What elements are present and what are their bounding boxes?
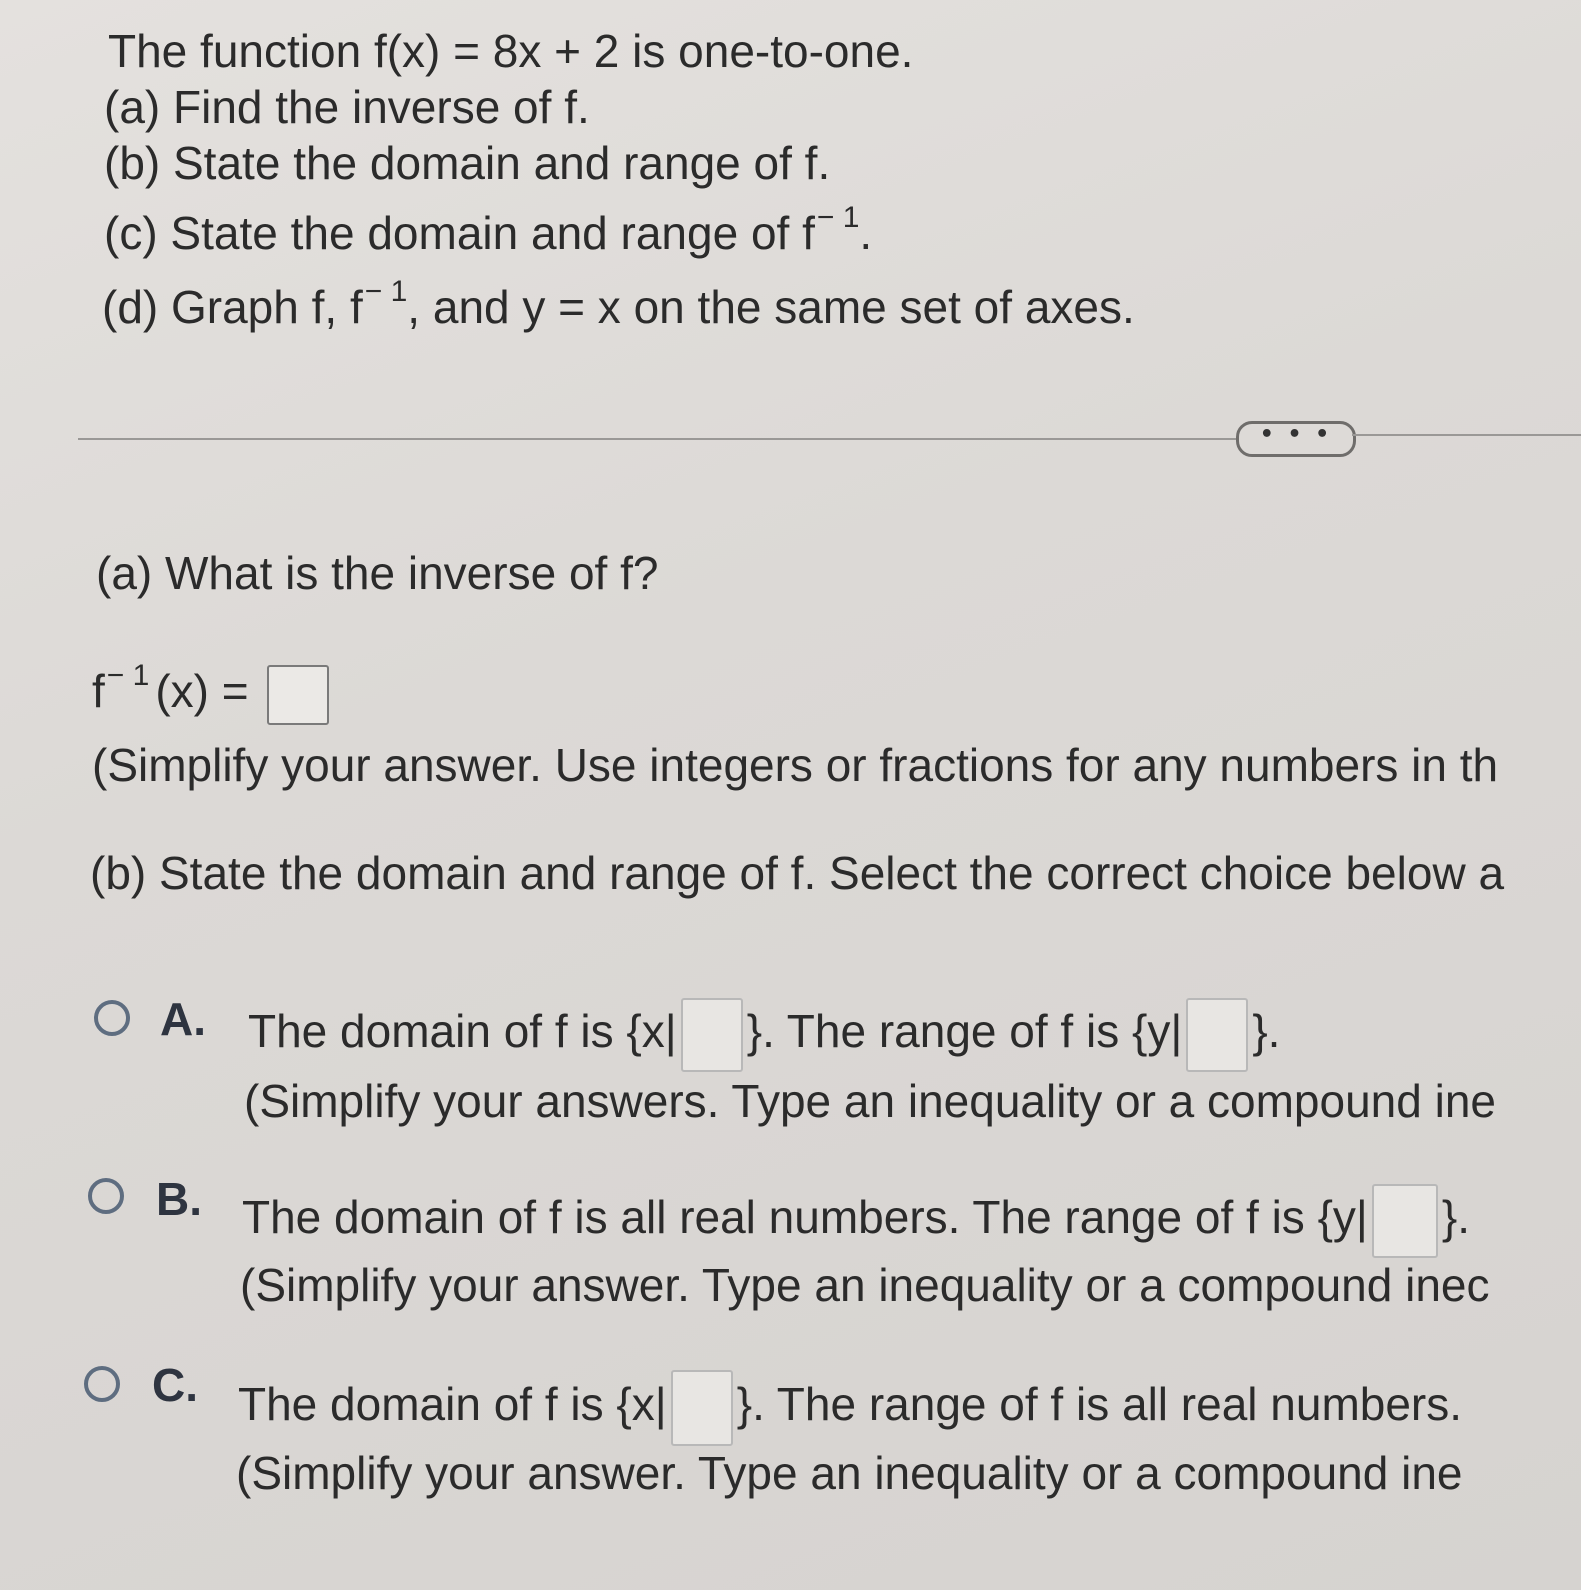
choice-a-hint-text: (Simplify your answers. Type an inequality or a compound ine	[244, 1075, 1497, 1127]
problem-part-c-text: (c) State the domain and range of f	[104, 207, 815, 259]
divider-right	[1352, 434, 1581, 436]
choice-b-hint	[240, 1258, 1489, 1312]
choice-c-text-2: }. The range of f is all real numbers.	[736, 1378, 1463, 1431]
inverse-superscript: − 1	[364, 275, 408, 308]
inverse-superscript: − 1	[816, 201, 860, 234]
domain-input-a[interactable]	[681, 998, 743, 1072]
problem-part-b	[104, 136, 830, 190]
domain-input-c[interactable]	[671, 1370, 733, 1446]
choice-c-statement	[238, 1370, 1462, 1446]
choice-b-text-1: The domain of f is all real numbers. The range of f is {y|	[242, 1191, 1368, 1244]
part-a-question-text: (a) What is the inverse of f?	[96, 547, 659, 599]
choice-b-letter: B.	[156, 1173, 202, 1225]
part-b-question-text: (b) State the domain and range of f. Select the correct choice below a	[90, 847, 1505, 899]
part-a-hint	[92, 738, 1498, 792]
problem-part-c	[104, 201, 873, 267]
part-b-question	[90, 846, 1504, 900]
choice-a-radio[interactable]	[94, 1000, 130, 1036]
problem-part-c-end: .	[859, 207, 873, 259]
inverse-equation	[92, 659, 329, 725]
choice-a-hint	[244, 1074, 1496, 1128]
choice-b-radio[interactable]	[88, 1178, 124, 1214]
choice-c-radio[interactable]	[84, 1366, 120, 1402]
problem-part-a	[104, 80, 590, 134]
divider-left	[78, 438, 1238, 440]
problem-part-d	[102, 275, 1135, 341]
range-input-a[interactable]	[1186, 998, 1248, 1072]
inverse-lhs-rest: (x) =	[155, 665, 249, 717]
problem-line: The function f(x) = 8x + 2 is one-to-one.	[108, 25, 914, 77]
problem-part-b-text: (b) State the domain and range of f.	[104, 137, 831, 189]
choice-a-letter: A.	[160, 993, 206, 1045]
range-input-b[interactable]	[1372, 1184, 1438, 1258]
choice-b-statement	[242, 1184, 1470, 1258]
problem-part-d-text: (d) Graph f, f	[102, 281, 363, 333]
choice-b-text-2: }.	[1441, 1191, 1471, 1244]
more-options-button[interactable]: • • •	[1236, 421, 1356, 457]
choice-a-text-3: }.	[1252, 1005, 1281, 1058]
choice-a-statement	[248, 998, 1280, 1072]
choice-b-hint-text: (Simplify your answer. Type an inequality or a compound inec	[240, 1259, 1490, 1311]
problem-part-a-text: (a) Find the inverse of f.	[104, 81, 590, 133]
choice-a-text-2: }. The range of f is {y|	[746, 1005, 1183, 1058]
choice-c-letter: C.	[152, 1359, 198, 1411]
choice-c-hint	[236, 1446, 1462, 1500]
inverse-answer-input[interactable]	[267, 665, 329, 725]
part-a-hint-text: (Simplify your answer. Use integers or fractions for any numbers in th	[92, 739, 1499, 791]
choice-c-text-1: The domain of f is {x|	[238, 1378, 667, 1431]
part-a-question	[96, 546, 658, 600]
choice-a-text-1: The domain of f is {x|	[248, 1005, 677, 1058]
choice-c-hint-text: (Simplify your answer. Type an inequality or a compound ine	[236, 1447, 1463, 1499]
problem-part-d-end: , and y = x on the same set of axes.	[407, 281, 1135, 333]
inverse-lhs-f: f	[92, 665, 105, 717]
problem-statement	[108, 24, 913, 78]
inverse-superscript: − 1	[106, 659, 150, 692]
